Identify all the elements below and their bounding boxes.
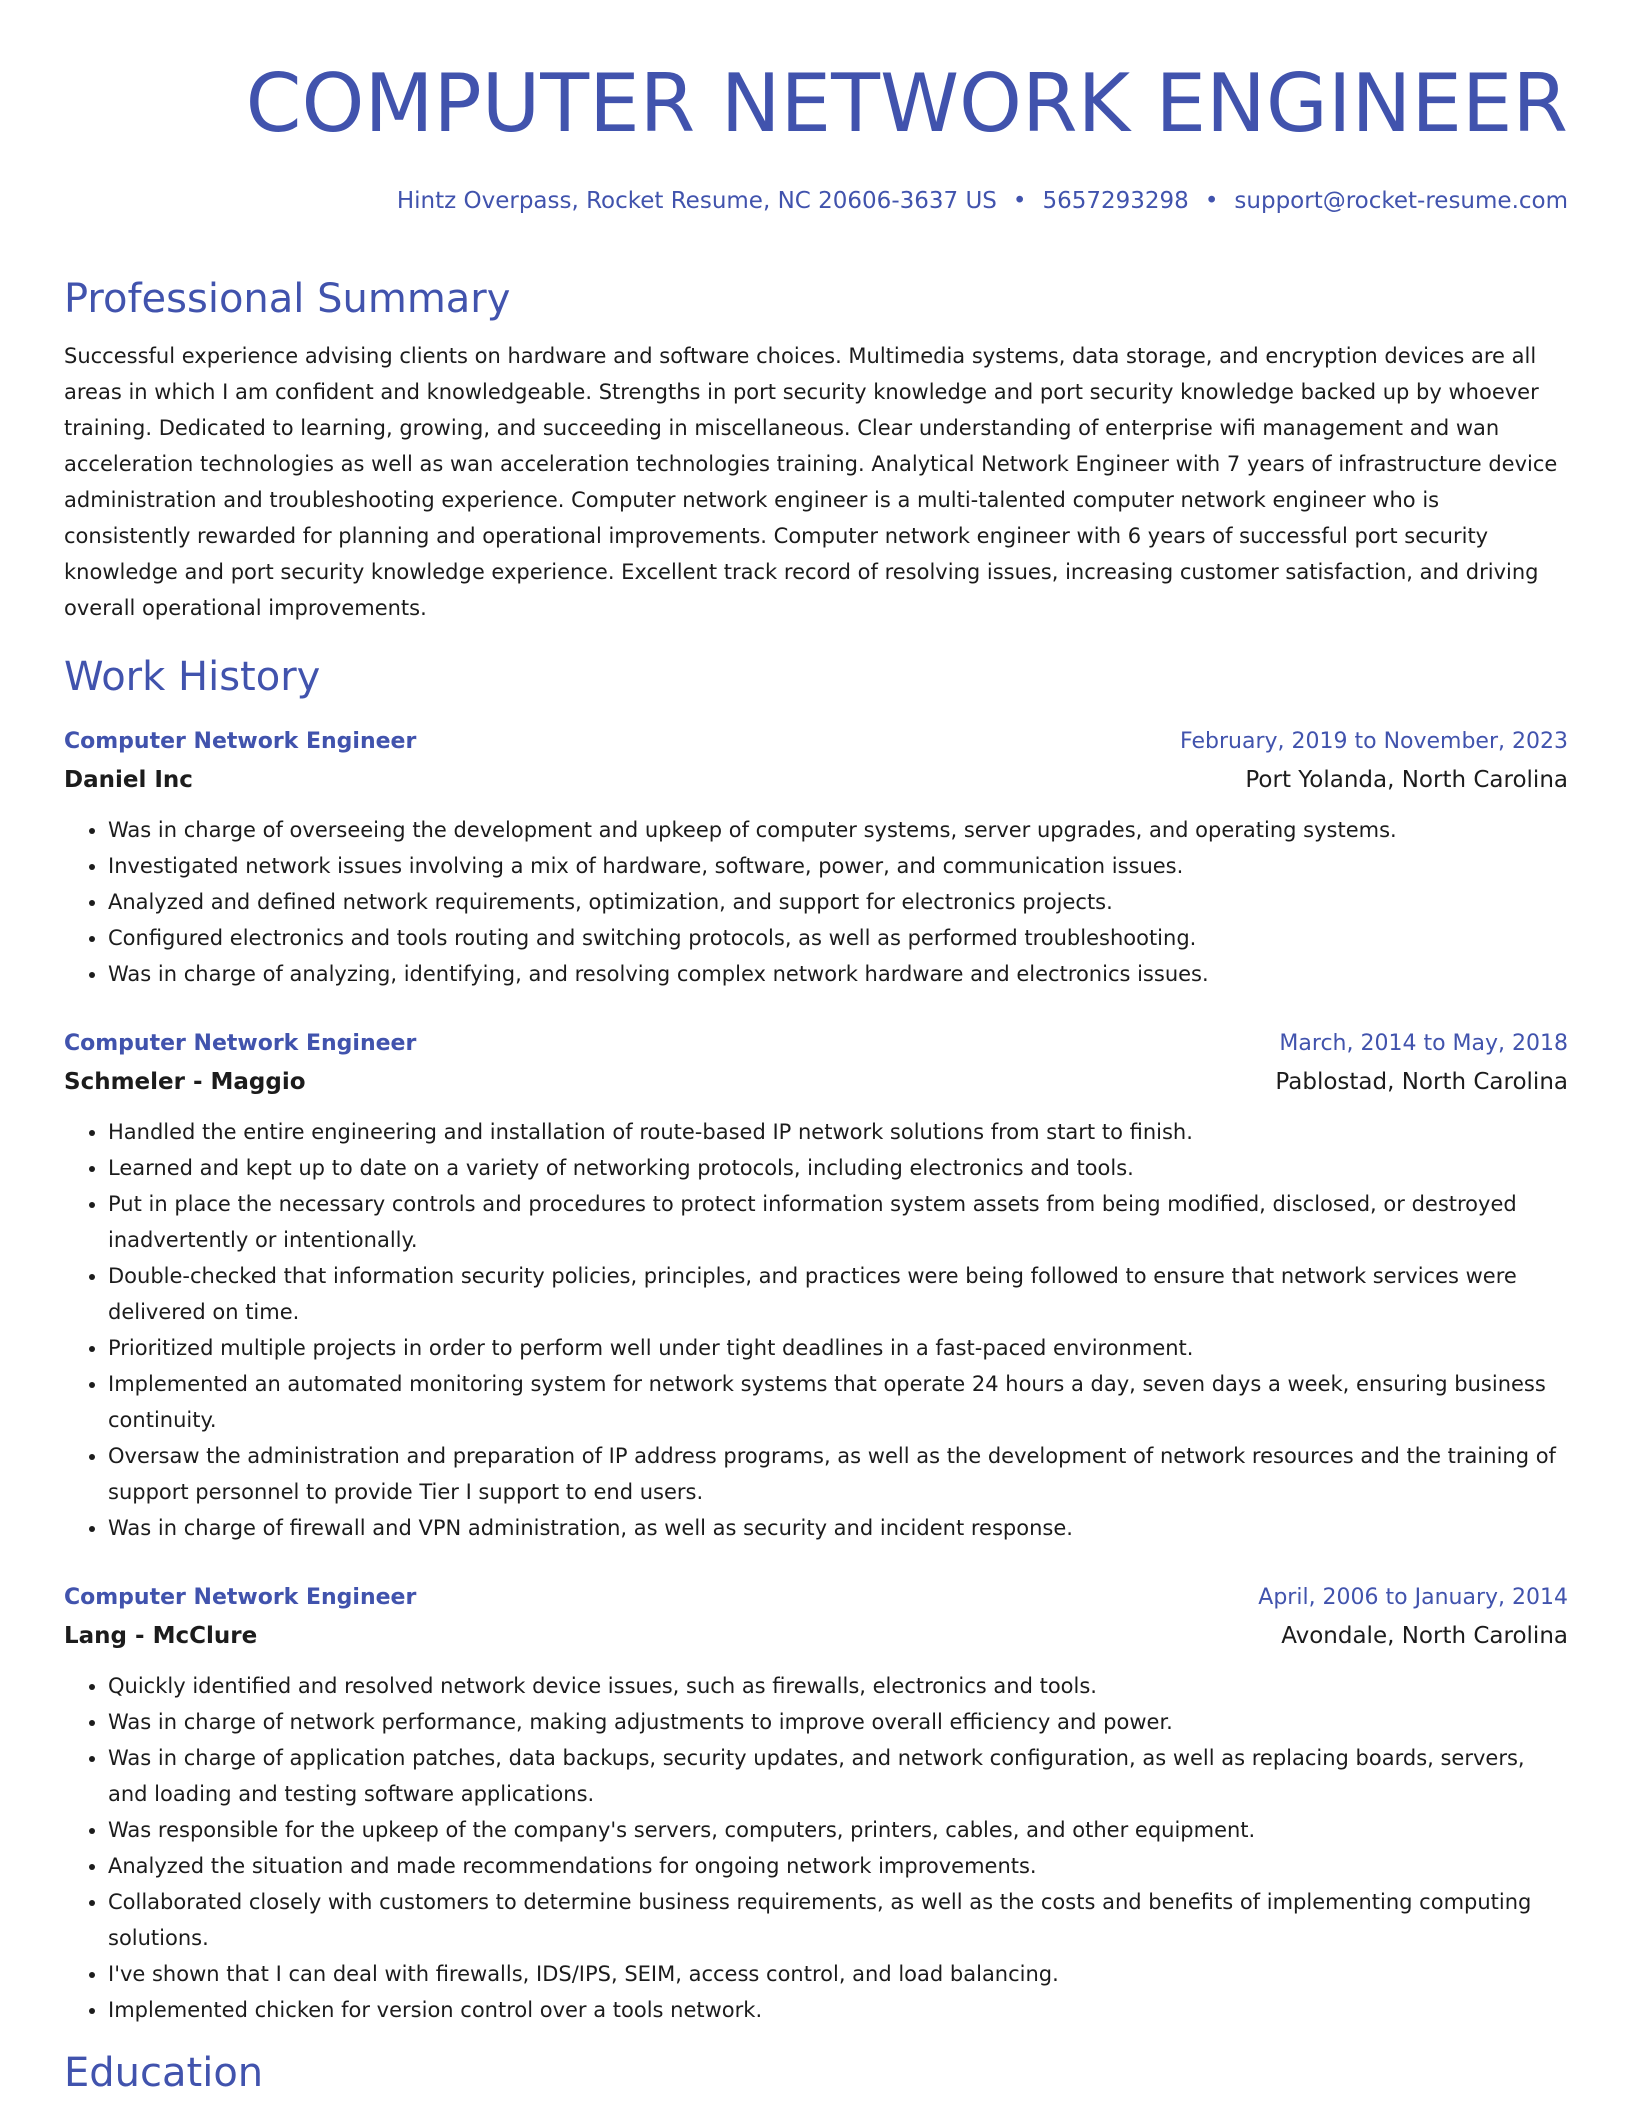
contact-email[interactable]: support@rocket-resume.com — [1234, 188, 1568, 214]
job-role: Computer Network Engineer — [64, 1585, 417, 1610]
job-location: Avondale, North Carolina — [1281, 1623, 1568, 1649]
job-bullet: • Quickly identified and resolved network device issues, such as firewalls, electronics and tools. — [108, 1668, 1568, 1704]
job-entry — [64, 1028, 1568, 1546]
job-dates: March, 2014 to May, 2018 — [1279, 1031, 1568, 1056]
job-dates: February, 2019 to November, 2023 — [1180, 729, 1568, 754]
job-bullet: • Was in charge of overseeing the development and upkeep of computer systems, server upgrades, and operating systems. — [108, 812, 1568, 848]
contact-address: Hintz Overpass, Rocket Resume, NC 20606-3637 US — [396, 188, 997, 214]
job-company: Schmeler - Maggio — [64, 1069, 306, 1095]
job-bullet: • Investigated network issues involving a mix of hardware, software, power, and communication issues. — [108, 848, 1568, 884]
job-company: Daniel Inc — [64, 767, 193, 793]
contact-line — [64, 186, 1568, 216]
job-bullet: • Analyzed the situation and made recommendations for ongoing network improvements. — [108, 1848, 1568, 1884]
job-bullet: • Implemented chicken for version control over a tools network. — [108, 1992, 1568, 2028]
job-dates: April, 2006 to January, 2014 — [1258, 1585, 1568, 1610]
summary-heading: Professional Summary — [64, 276, 511, 322]
job-bullet: • Learned and kept up to date on a variety of networking protocols, including electronics and tools. — [108, 1150, 1568, 1186]
job-entry — [64, 1582, 1568, 2028]
job-bullet-list — [64, 812, 1568, 992]
job-bullet: • Handled the entire engineering and installation of route-based IP network solutions from start to finish. — [108, 1114, 1568, 1150]
education-heading: Education — [64, 2050, 264, 2096]
resume-page — [64, 0, 1568, 2098]
job-bullet: • I've shown that I can deal with firewalls, IDS/IPS, SEIM, access control, and load balancing. — [108, 1956, 1568, 1992]
job-role: Computer Network Engineer — [64, 1031, 417, 1056]
job-bullet: • Put in place the necessary controls and procedures to protect information system assets from being modified, disclosed, or destroyed inadvertently or intentionally. — [108, 1186, 1568, 1258]
job-bullet: • Prioritized multiple projects in order to perform well under tight deadlines in a fast-paced environment. — [108, 1330, 1568, 1366]
summary-text: Successful experience advising clients on hardware and software choices. Multimedia systems, data storage, and encryption devices are all areas in which I am confident and knowledgeable. Strengths in port security knowledge and port security knowledge backed up by whoever training. Dedicated to learning, growing, and succeeding in miscellaneous. Clear understanding of enterprise wifi management and wan acceleration technologies as well as wan acceleration technologies training. Analytical Network Engineer with 7 years of infrastructure device administration and troubleshooting experience. Computer network engineer is a multi-talented computer network engineer who is consistently rewarded for planning and operational improvements. Computer network engineer with 6 years of successful port security knowledge and port security knowledge experience. Excellent track record of resolving issues, increasing customer satisfaction, and driving overall operational improvements. — [64, 344, 1558, 620]
contact-phone: 5657293298 — [1042, 188, 1189, 214]
job-bullet: • Double-checked that information security policies, principles, and practices were being followed to ensure that network services were delivered on time. — [108, 1258, 1568, 1330]
job-bullet: • Was in charge of network performance, making adjustments to improve overall efficiency and power. — [108, 1704, 1568, 1740]
job-location: Pablostad, North Carolina — [1275, 1069, 1568, 1095]
job-bullet: • Analyzed and defined network requirements, optimization, and support for electronics projects. — [108, 884, 1568, 920]
job-location: Port Yolanda, North Carolina — [1245, 767, 1568, 793]
job-bullet: • Was responsible for the upkeep of the company's servers, computers, printers, cables, and other equipment. — [108, 1812, 1568, 1848]
job-bullet: • Oversaw the administration and preparation of IP address programs, as well as the development of network resources and the training of support personnel to provide Tier I support to end users. — [108, 1438, 1568, 1510]
job-bullet: • Configured electronics and tools routing and switching protocols, as well as performed troubleshooting. — [108, 920, 1568, 956]
job-bullet-list — [64, 1114, 1568, 1546]
job-bullet: • Was in charge of firewall and VPN administration, as well as security and incident response. — [108, 1510, 1568, 1546]
resume-title: COMPUTER NETWORK ENGINEER — [245, 57, 1568, 150]
job-company: Lang - McClure — [64, 1623, 258, 1649]
work-history-heading: Work History — [64, 654, 321, 700]
job-bullet: • Collaborated closely with customers to determine business requirements, as well as the costs and benefits of implementing computing solutions. — [108, 1884, 1568, 1956]
job-role: Computer Network Engineer — [64, 729, 417, 754]
job-bullet: • Implemented an automated monitoring system for network systems that operate 24 hours a day, seven days a week, ensuring business continuity. — [108, 1366, 1568, 1438]
contact-separator: • — [1012, 188, 1027, 214]
job-entry — [64, 726, 1568, 992]
job-bullet-list — [64, 1668, 1568, 2028]
job-bullet: • Was in charge of analyzing, identifying, and resolving complex network hardware and electronics issues. — [108, 956, 1568, 992]
contact-separator: • — [1204, 188, 1219, 214]
job-bullet: • Was in charge of application patches, data backups, security updates, and network configuration, as well as replacing boards, servers, and loading and testing software applications. — [108, 1740, 1568, 1812]
